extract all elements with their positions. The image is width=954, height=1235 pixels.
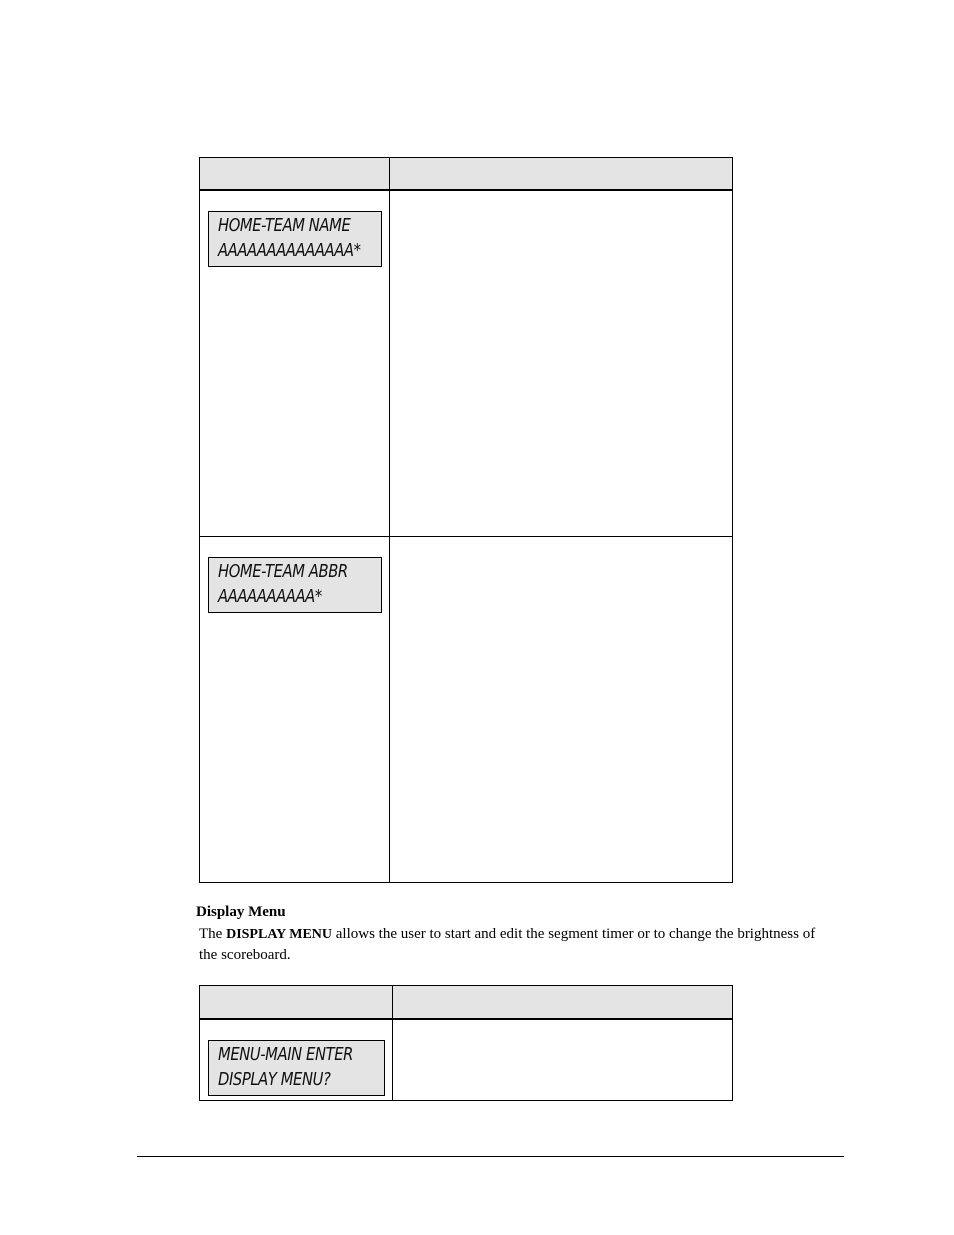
table-header (200, 158, 732, 191)
row-divider (200, 536, 732, 537)
lcd-line-1: HOME-TEAM NAME (218, 215, 351, 236)
table-header (200, 986, 732, 1020)
column-divider (389, 158, 390, 882)
lcd-line-1: MENU-MAIN ENTER (218, 1044, 353, 1065)
para-prefix: The (199, 926, 227, 942)
lcd-line-2: DISPLAY MENU? (218, 1069, 331, 1090)
lcd-line-1: HOME-TEAM ABBR (218, 561, 348, 582)
lcd-display-menu-main (208, 1040, 385, 1096)
section-title: Display Menu (196, 904, 286, 920)
lcd-display-home-team-name (208, 211, 382, 267)
section-paragraph (199, 924, 819, 966)
para-term: DISPLAY MENU (226, 927, 333, 942)
lcd-display-home-team-abbr (208, 557, 382, 613)
para-suffix: allows the user to start and edit the segment timer or to change the brightness of the scoreboard. (199, 926, 816, 963)
column-divider (392, 986, 393, 1100)
menu-table-display (199, 985, 733, 1101)
menu-table-team (199, 157, 733, 883)
footer-rule (137, 1156, 844, 1157)
lcd-line-2: AAAAAAAAAAAAAA* (218, 240, 361, 261)
lcd-line-2: AAAAAAAAAA* (218, 586, 322, 607)
